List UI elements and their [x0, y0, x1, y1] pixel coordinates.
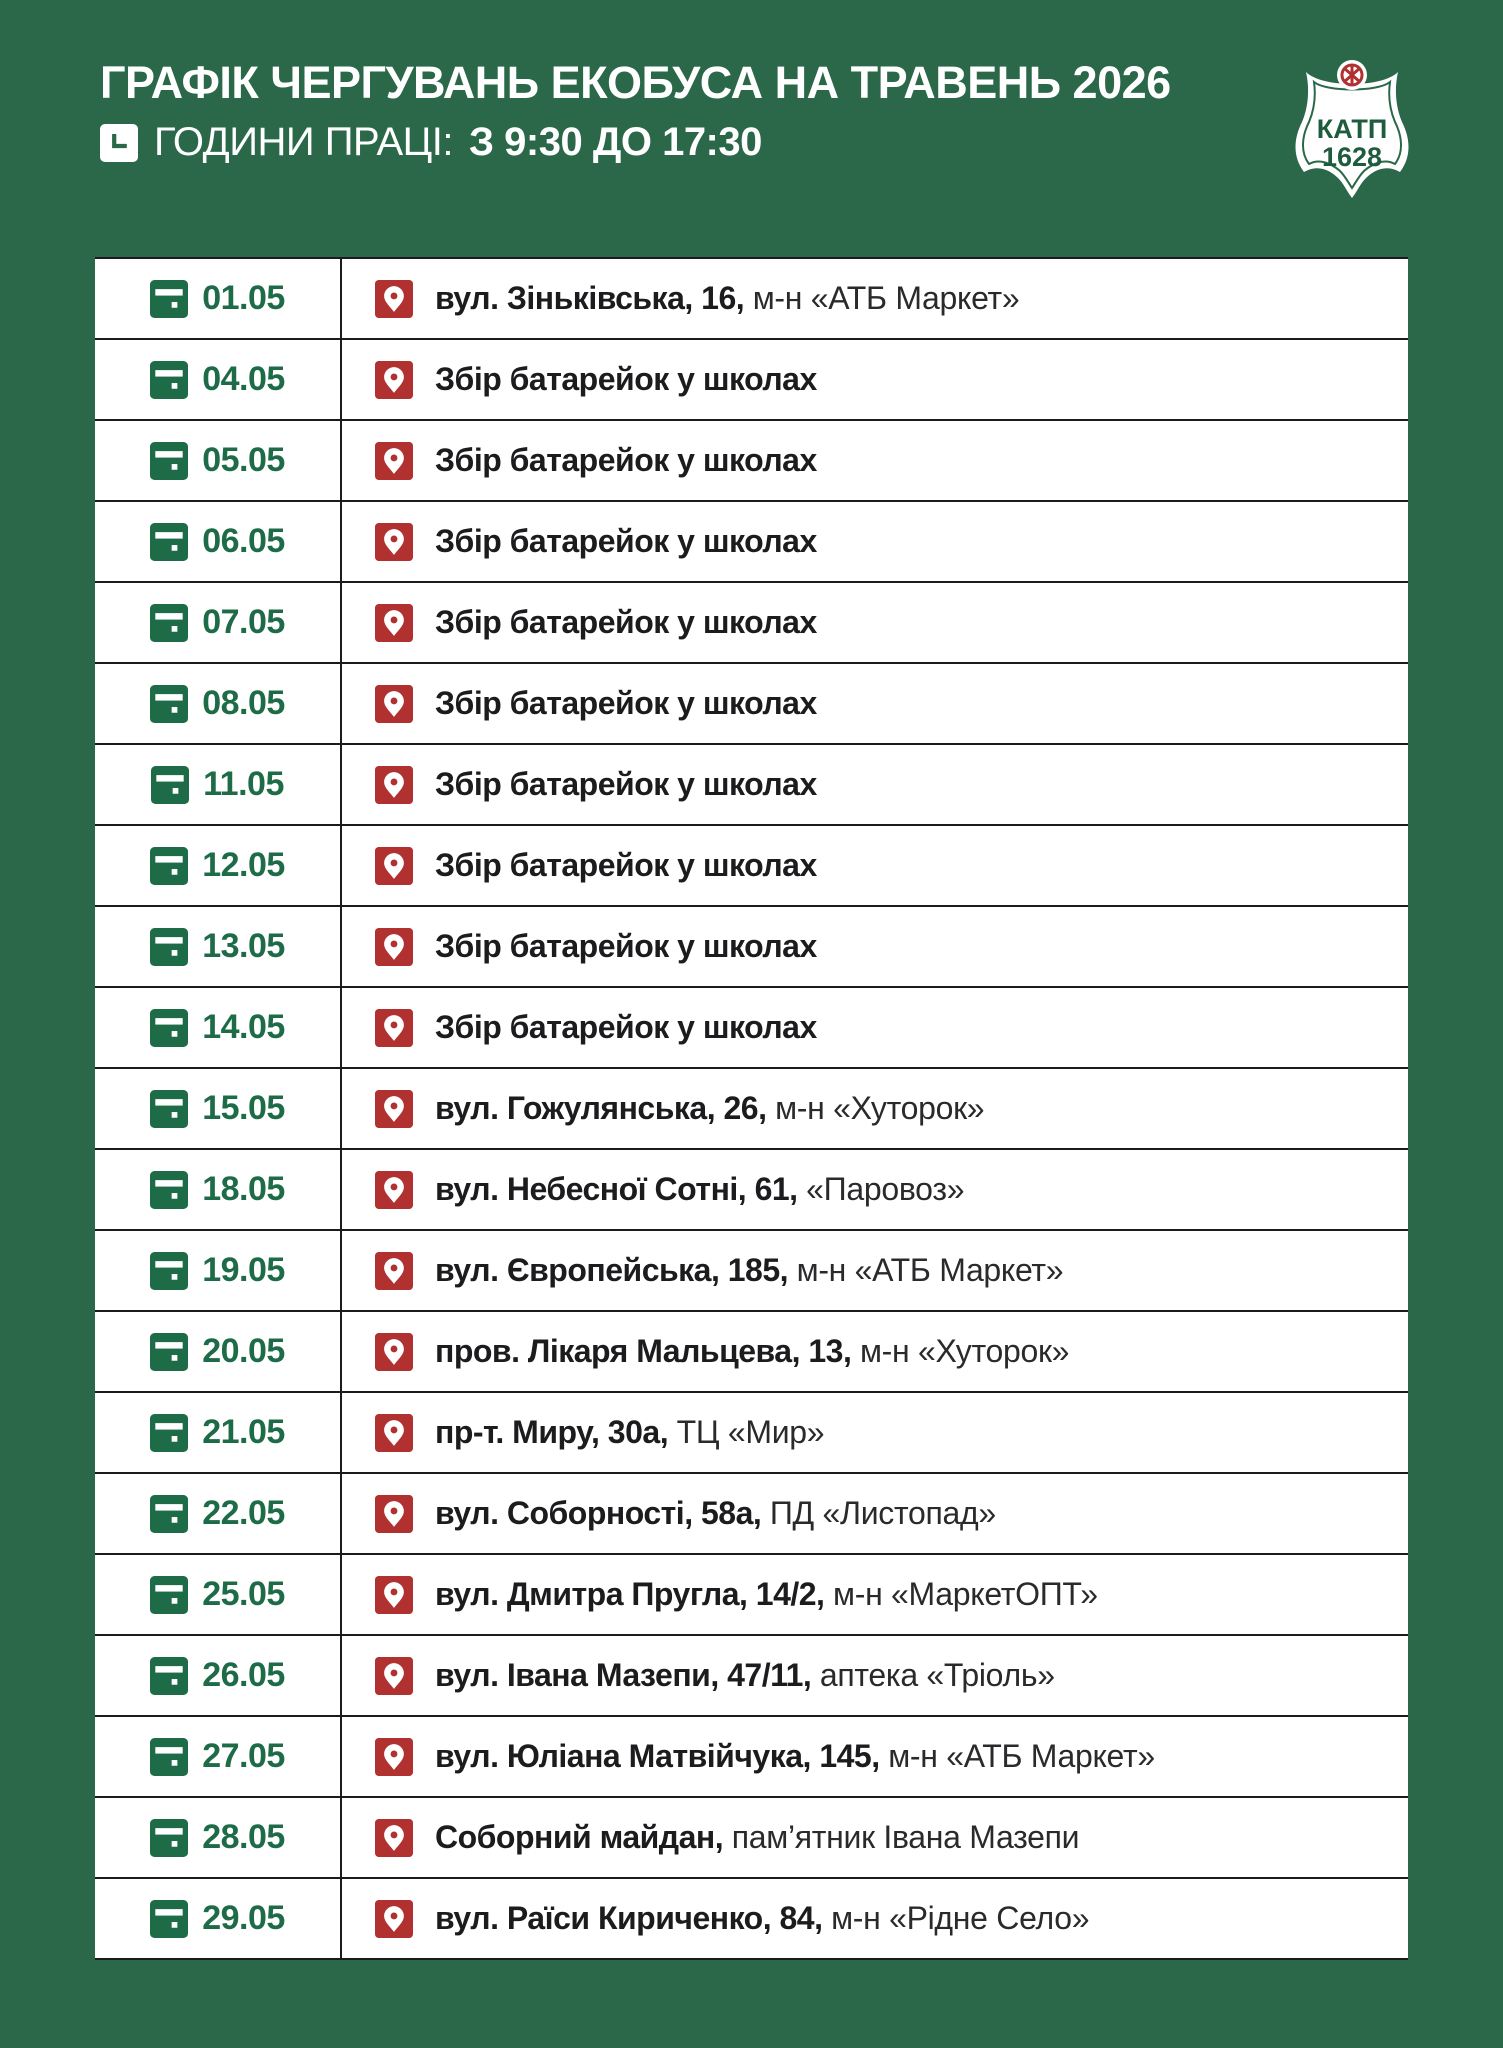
date-label: 13.05 — [202, 927, 285, 965]
location-cell — [342, 1393, 1408, 1472]
schedule-rows — [95, 259, 1408, 1960]
date-label: 21.05 — [202, 1413, 285, 1451]
date-cell — [95, 826, 342, 905]
calendar-icon — [150, 1495, 188, 1533]
schedule-row — [95, 1879, 1408, 1960]
calendar-icon — [150, 523, 188, 561]
date-cell — [95, 583, 342, 662]
location-secondary: м-н «АТБ Маркет» — [796, 1252, 1064, 1288]
location-text — [435, 523, 817, 560]
location-text — [435, 1414, 824, 1451]
location-cell — [342, 1231, 1408, 1310]
schedule-row — [95, 1798, 1408, 1879]
schedule-row — [95, 1717, 1408, 1798]
location-text — [435, 1900, 1089, 1937]
location-primary: вул. Небесної Сотні, 61, — [435, 1171, 798, 1207]
location-pin-icon — [375, 1495, 413, 1533]
schedule-row — [95, 1069, 1408, 1150]
location-pin-icon — [375, 442, 413, 480]
location-text — [435, 1576, 1098, 1613]
schedule-row — [95, 988, 1408, 1069]
location-text — [435, 604, 817, 641]
schedule-row — [95, 1393, 1408, 1474]
date-label: 11.05 — [203, 765, 284, 803]
date-cell — [95, 1312, 342, 1391]
calendar-icon — [150, 442, 188, 480]
location-pin-icon — [375, 1657, 413, 1695]
location-text — [435, 1009, 817, 1046]
location-primary: Соборний майдан, — [435, 1819, 724, 1855]
schedule-row — [95, 259, 1408, 340]
location-primary: Збір батарейок у школах — [435, 766, 817, 802]
date-cell — [95, 1879, 342, 1958]
location-cell — [342, 1717, 1408, 1796]
location-text — [435, 1495, 996, 1532]
location-cell — [342, 1150, 1408, 1229]
location-pin-icon — [375, 1090, 413, 1128]
location-text — [435, 280, 1019, 317]
location-text — [435, 685, 817, 722]
schedule-row — [95, 583, 1408, 664]
location-text — [435, 1252, 1063, 1289]
location-cell — [342, 259, 1408, 338]
date-label: 27.05 — [202, 1737, 285, 1775]
location-pin-icon — [375, 361, 413, 399]
location-pin-icon — [375, 685, 413, 723]
calendar-icon — [150, 685, 188, 723]
location-secondary: м-н «АТБ Маркет» — [888, 1738, 1155, 1774]
date-cell — [95, 1474, 342, 1553]
katp-1628-logo — [1288, 58, 1416, 200]
date-label: 08.05 — [202, 684, 285, 722]
calendar-icon — [150, 928, 188, 966]
location-cell — [342, 1312, 1408, 1391]
schedule-row — [95, 1555, 1408, 1636]
location-secondary: м-н «Хуторок» — [859, 1333, 1070, 1369]
location-primary: Збір батарейок у школах — [435, 847, 817, 883]
date-label: 05.05 — [202, 441, 285, 479]
schedule-table — [95, 257, 1408, 1960]
location-pin-icon — [375, 1171, 413, 1209]
location-text — [435, 1738, 1155, 1775]
location-primary: Збір батарейок у школах — [435, 442, 817, 478]
date-cell — [95, 259, 342, 338]
location-primary: Збір батарейок у школах — [435, 928, 817, 964]
location-secondary: ТЦ «Мир» — [676, 1414, 825, 1450]
schedule-row — [95, 907, 1408, 988]
location-pin-icon — [375, 1819, 413, 1857]
calendar-icon — [150, 1333, 188, 1371]
location-primary: Збір батарейок у школах — [435, 604, 817, 640]
date-label: 04.05 — [202, 360, 285, 398]
schedule-row — [95, 1474, 1408, 1555]
date-cell — [95, 1393, 342, 1472]
location-primary: Збір батарейок у школах — [435, 1009, 817, 1045]
calendar-icon — [150, 1738, 188, 1776]
calendar-icon — [150, 361, 188, 399]
date-label: 22.05 — [202, 1494, 285, 1532]
date-cell — [95, 1069, 342, 1148]
date-cell — [95, 1717, 342, 1796]
date-label: 01.05 — [202, 279, 285, 317]
working-hours-line — [100, 120, 1408, 165]
location-text — [435, 847, 817, 884]
location-cell — [342, 502, 1408, 581]
location-pin-icon — [375, 604, 413, 642]
location-cell — [342, 907, 1408, 986]
date-label: 26.05 — [202, 1656, 285, 1694]
calendar-icon — [150, 1819, 188, 1857]
location-secondary: ПД «Листопад» — [769, 1495, 996, 1531]
location-primary: вул. Європейська, 185, — [435, 1252, 789, 1288]
working-hours-label: ГОДИНИ ПРАЦІ: — [154, 120, 453, 165]
location-primary: Збір батарейок у школах — [435, 523, 817, 559]
schedule-row — [95, 1150, 1408, 1231]
date-cell — [95, 664, 342, 743]
date-label: 25.05 — [202, 1575, 285, 1613]
schedule-row — [95, 340, 1408, 421]
date-label: 28.05 — [202, 1818, 285, 1856]
location-pin-icon — [375, 1576, 413, 1614]
location-primary: пр-т. Миру, 30а, — [435, 1414, 669, 1450]
location-secondary: м-н «Хуторок» — [775, 1090, 985, 1126]
location-primary: пров. Лікаря Мальцева, 13, — [435, 1333, 852, 1369]
schedule-row — [95, 1231, 1408, 1312]
date-label: 06.05 — [202, 522, 285, 560]
location-secondary: м-н «МаркетОПТ» — [833, 1576, 1098, 1612]
location-text — [435, 1657, 1055, 1694]
calendar-icon — [150, 1252, 188, 1290]
logo-line1: КАТП — [1316, 114, 1388, 144]
location-primary: вул. Соборності, 58а, — [435, 1495, 762, 1531]
schedule-row — [95, 502, 1408, 583]
date-cell — [95, 502, 342, 581]
location-secondary: м-н «АТБ Маркет» — [752, 280, 1020, 316]
location-primary: Збір батарейок у школах — [435, 685, 817, 721]
clock-icon — [100, 124, 138, 162]
date-label: 19.05 — [202, 1251, 285, 1289]
location-pin-icon — [375, 928, 413, 966]
location-primary: вул. Івана Мазепи, 47/11, — [435, 1657, 812, 1693]
date-label: 12.05 — [202, 846, 285, 884]
schedule-row — [95, 826, 1408, 907]
location-cell — [342, 988, 1408, 1067]
location-secondary: м-н «Рідне Село» — [831, 1900, 1090, 1936]
location-text — [435, 1819, 1079, 1856]
schedule-row — [95, 1312, 1408, 1393]
location-cell — [342, 1798, 1408, 1877]
calendar-icon — [150, 1900, 188, 1938]
date-cell — [95, 745, 342, 824]
location-text — [435, 1333, 1069, 1370]
schedule-row — [95, 745, 1408, 826]
date-cell — [95, 988, 342, 1067]
calendar-icon — [151, 766, 189, 804]
location-cell — [342, 1879, 1408, 1958]
logo-line2: 1628 — [1321, 142, 1383, 172]
working-hours-value: З 9:30 ДО 17:30 — [469, 120, 762, 165]
date-cell — [95, 907, 342, 986]
date-cell — [95, 1231, 342, 1310]
location-secondary: «Паровоз» — [806, 1171, 965, 1207]
date-label: 07.05 — [202, 603, 285, 641]
calendar-icon — [150, 1414, 188, 1452]
schedule-row — [95, 664, 1408, 745]
location-primary: вул. Раїси Кириченко, 84, — [435, 1900, 823, 1936]
location-cell — [342, 745, 1408, 824]
location-cell — [342, 583, 1408, 662]
location-text — [435, 361, 817, 398]
location-secondary: аптека «Тріоль» — [819, 1657, 1055, 1693]
location-cell — [342, 1069, 1408, 1148]
calendar-icon — [150, 604, 188, 642]
date-label: 29.05 — [202, 1899, 285, 1937]
location-text — [435, 1090, 984, 1127]
location-secondary: пам’ятник Івана Мазепи — [731, 1819, 1080, 1855]
location-pin-icon — [375, 847, 413, 885]
location-text — [435, 1171, 964, 1208]
date-label: 15.05 — [202, 1089, 285, 1127]
location-primary: вул. Зіньківська, 16, — [435, 280, 745, 316]
date-cell — [95, 1636, 342, 1715]
location-primary: вул. Юліана Матвійчука, 145, — [435, 1738, 880, 1774]
location-pin-icon — [375, 1009, 413, 1047]
location-text — [435, 766, 817, 803]
calendar-icon — [150, 1009, 188, 1047]
location-text — [435, 442, 817, 479]
location-cell — [342, 340, 1408, 419]
date-label: 14.05 — [202, 1008, 285, 1046]
date-cell — [95, 1150, 342, 1229]
date-cell — [95, 1555, 342, 1634]
schedule-row — [95, 421, 1408, 502]
location-pin-icon — [375, 523, 413, 561]
calendar-icon — [150, 1171, 188, 1209]
poster-title: ГРАФІК ЧЕРГУВАНЬ ЕКОБУСА НА ТРАВЕНЬ 2026 — [100, 57, 1171, 108]
calendar-icon — [150, 1657, 188, 1695]
location-text — [435, 928, 817, 965]
date-label: 20.05 — [202, 1332, 285, 1370]
location-cell — [342, 421, 1408, 500]
calendar-icon — [150, 847, 188, 885]
location-pin-icon — [375, 1252, 413, 1290]
poster-header — [100, 57, 1408, 172]
location-pin-icon — [375, 280, 413, 318]
location-pin-icon — [375, 766, 413, 804]
location-pin-icon — [375, 1414, 413, 1452]
location-primary: Збір батарейок у школах — [435, 361, 817, 397]
location-pin-icon — [375, 1738, 413, 1776]
location-cell — [342, 664, 1408, 743]
calendar-icon — [150, 280, 188, 318]
calendar-icon — [150, 1576, 188, 1614]
location-cell — [342, 826, 1408, 905]
date-cell — [95, 421, 342, 500]
date-label: 18.05 — [202, 1170, 285, 1208]
location-primary: вул. Гожулянська, 26, — [435, 1090, 767, 1126]
location-primary: вул. Дмитра Пругла, 14/2, — [435, 1576, 825, 1612]
location-cell — [342, 1555, 1408, 1634]
location-cell — [342, 1636, 1408, 1715]
calendar-icon — [150, 1090, 188, 1128]
date-cell — [95, 340, 342, 419]
date-cell — [95, 1798, 342, 1877]
location-cell — [342, 1474, 1408, 1553]
location-pin-icon — [375, 1900, 413, 1938]
schedule-row — [95, 1636, 1408, 1717]
location-pin-icon — [375, 1333, 413, 1371]
